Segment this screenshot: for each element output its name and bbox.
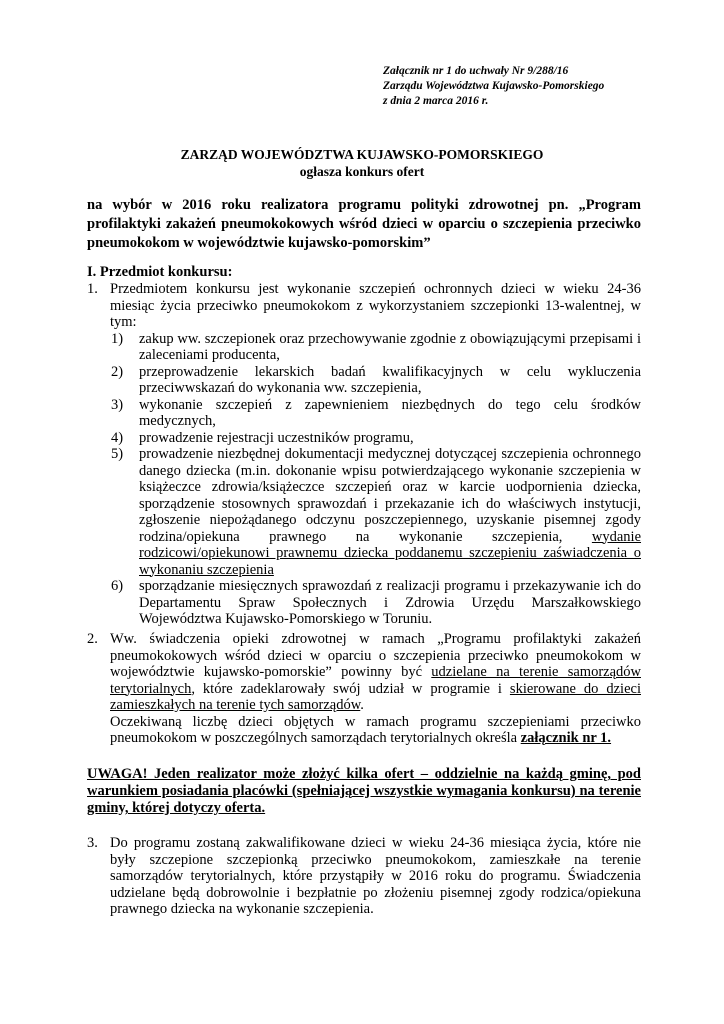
- intro-paragraph: na wybór w 2016 roku realizatora programu polityki zdrowotnej pn. „Program profilaktyki zakażeń pneumokokowych wśród dzieci w oparciu o szczepienia przeciwko pneumokokom w województwie kujawsko-pomorskim”: [87, 197, 641, 251]
- subitem-text: sporządzanie miesięcznych sprawozdań z realizacji programu i przekazywanie ich do Departamentu Spraw Społecznych i Zdrowia Urzędu Marszałkowskiego Województwa Kujawsko-Pomorskiego w Toruniu.: [139, 578, 641, 627]
- subitem-text: zakup ww. szczepionek oraz przechowywanie zgodnie z obowiązującymi przepisami i zaleceniami producenta,: [139, 330, 641, 363]
- subitem-4: [111, 430, 641, 447]
- item-3-number: 3.: [87, 835, 98, 851]
- subitem-text: [139, 446, 641, 578]
- item-1: [87, 281, 641, 628]
- subitem-3: [111, 397, 641, 430]
- item-2-number: 2.: [87, 631, 98, 647]
- item-2-text-a: Ww. świadczenia opieki zdrowotnej w ramach „Programu profilaktyki zakażeń pneumokokowych wśród dzieci w oparciu o szczepienia przeciwko pneumokokom w województwie kujawsko-pomorskie” powinny być: [110, 631, 641, 680]
- item-2-text-c: .: [360, 697, 364, 713]
- document-title: ZARZĄD WOJEWÓDZTWA KUJAWSKO-POMORSKIEGO: [180, 147, 544, 162]
- item-2: [87, 631, 641, 747]
- subitem-5: [111, 446, 641, 578]
- subitem-number: 6): [111, 578, 124, 594]
- subitem-5-underlined: wydanie rodzicowi/opiekunowi prawnemu dziecka poddanemu szczepieniu zaświadczenia o wykonaniu szczepienia: [139, 528, 642, 578]
- subitem-number: 1): [111, 330, 124, 347]
- subitem-text: prowadzenie rejestracji uczestników programu,: [139, 429, 414, 446]
- attachment-note: [383, 64, 683, 109]
- item-1-number: 1.: [87, 281, 98, 297]
- attachment-line-2: Zarządu Województwa Kujawsko-Pomorskiego: [383, 80, 605, 92]
- subitem-2: [111, 364, 641, 397]
- subitem-text: przeprowadzenie lekarskich badań kwalifikacyjnych w celu wykluczenia przeciwwskazań do wykonania ww. szczepienia,: [139, 363, 641, 396]
- subitem-number: 3): [111, 396, 124, 413]
- attachment-line-3: z dnia 2 marca 2016 r.: [383, 95, 489, 107]
- document-subtitle: ogłasza konkurs ofert: [299, 164, 425, 179]
- subitem-6: [111, 578, 641, 628]
- subitem-number: 5): [111, 446, 124, 462]
- subitem-text: wykonanie szczepień z zapewnieniem niezbędnych do tego celu środków medycznych,: [139, 396, 641, 429]
- subitem-5-text: prowadzenie niezbędnej dokumentacji medycznej dotyczącej szczepienia ochronnego danego dziecka (m.in. dokonanie wpisu potwierdzającego wykonanie szczepienia w książeczce zdrowia/książeczce szczepień oraz w karcie uodpornienia dziecka, sporządzenie stosownych sprawozdań i przekazanie ich do właściwych instytucji, zgłoszenie niepożądanego odczynu poszczepiennego, uzyskanie pisemnej zgody rodzina/opiekuna prawnego na wykonanie szczepienia,: [139, 446, 641, 545]
- attachment-line-1: Załącznik nr 1 do uchwały Nr 9/288/16: [383, 65, 569, 77]
- warning-paragraph: UWAGA! Jeden realizator może złożyć kilka ofert – oddzielnie na każdą gminę, pod warunkiem posiadania placówki (spełniającej wszystkie wymagania konkursu) na terenie gminy, której dotyczy oferta.: [87, 766, 641, 816]
- item-2-paragraph-2: [110, 714, 641, 747]
- section-title: I. Przedmiot konkursu:: [87, 264, 233, 280]
- subitem-1: [111, 331, 641, 364]
- item-2-underline-b: skierowane do dzieci zamieszkałych na terenie tych samorządów: [110, 680, 641, 713]
- item-2-text: [110, 631, 641, 714]
- item-3: [87, 835, 641, 918]
- subitem-number: 4): [111, 429, 124, 446]
- item-3-text: Do programu zostaną zakwalifikowane dzieci w wieku 24-36 miesiąca życia, które nie były szczepione szczepionką przeciwko pneumokokom, zamieszkałe na terenie samorządów terytorialnych, które przystąpiły w 2016 roku do programu. Świadczenia udzielane będą dobrowolnie i bezpłatnie po złożeniu pisemnej zgody rodzica/opiekuna prawnego dziecka na wykonanie szczepienia.: [110, 835, 641, 917]
- subitem-number: 2): [111, 363, 124, 380]
- item-2-para2-bold: załącznik nr 1.: [520, 730, 612, 746]
- item-1-text: Przedmiotem konkursu jest wykonanie szczepień ochronnych dzieci w wieku 24-36 miesiąc życia przeciwko pneumokokom z wykorzystaniem szczepionki 13-walentnej, w tym:: [110, 281, 641, 330]
- item-2-para2-text: Oczekiwaną liczbę dzieci objętych w ramach programu szczepieniami przeciwko pneumokokom w poszczególnych samorządach terytorialnych określa: [110, 713, 641, 746]
- item-2-text-b: , które zadeklarowały swój udział w programie i: [191, 680, 502, 697]
- item-2-underline-a: udzielane na terenie samorządów terytorialnych: [110, 664, 641, 697]
